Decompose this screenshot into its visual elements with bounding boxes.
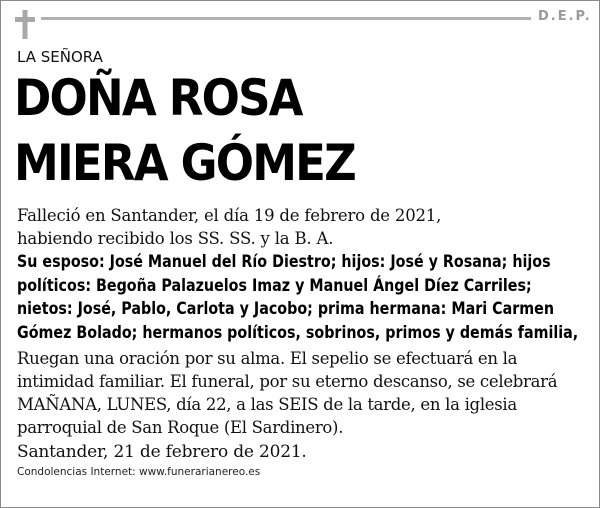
deceased-name-line-1: DOÑA ROSA <box>14 69 302 127</box>
family-line: Su esposo: José Manuel del Río Diestro; hijos: José y Rosana; hijos <box>17 252 551 272</box>
honorific: LA SEÑORA <box>17 48 103 66</box>
family-members <box>17 251 579 345</box>
notice-date: Santander, 21 de febrero de 2021. <box>17 442 307 462</box>
prayer-line: intimidad familiar. El funeral, por su eterno descanso, se celebrará <box>17 372 558 391</box>
deceased-name-line-2: MIERA GÓMEZ <box>14 134 355 192</box>
family-line: Gómez Bolado; hermanos políticos, sobrinos, primos y demás familia, <box>17 322 579 343</box>
funeral-details <box>17 347 589 439</box>
family-line: políticos: Begoña Palazuelos Imaz y Manuel Ángel Díez Carriles; <box>17 275 532 296</box>
intro-line: Falleció en Santander, el día 19 de febrero de 2021, <box>17 206 442 225</box>
intro-line: habiendo recibido los SS. SS. y la B. A. <box>17 229 334 248</box>
prayer-line: MAÑANA, LUNES, día 22, a las SEIS de la tarde, en la iglesia <box>17 395 517 414</box>
condolences-website: Condolencias Internet: www.funerarianereo.es <box>17 466 261 478</box>
prayer-line: parroquial de San Roque (El Sardinero). <box>17 418 344 437</box>
prayer-line: Ruegan una oración por su alma. El sepelio se efectuará en la <box>17 349 518 368</box>
dep-label: D.E.P. <box>538 9 592 24</box>
cross-icon <box>15 10 35 39</box>
death-announcement <box>17 204 589 250</box>
header-rule <box>41 17 531 20</box>
family-line: nietos: José, Pablo, Carlota y Jacobo; prima hermana: Mari Carmen <box>17 299 555 319</box>
